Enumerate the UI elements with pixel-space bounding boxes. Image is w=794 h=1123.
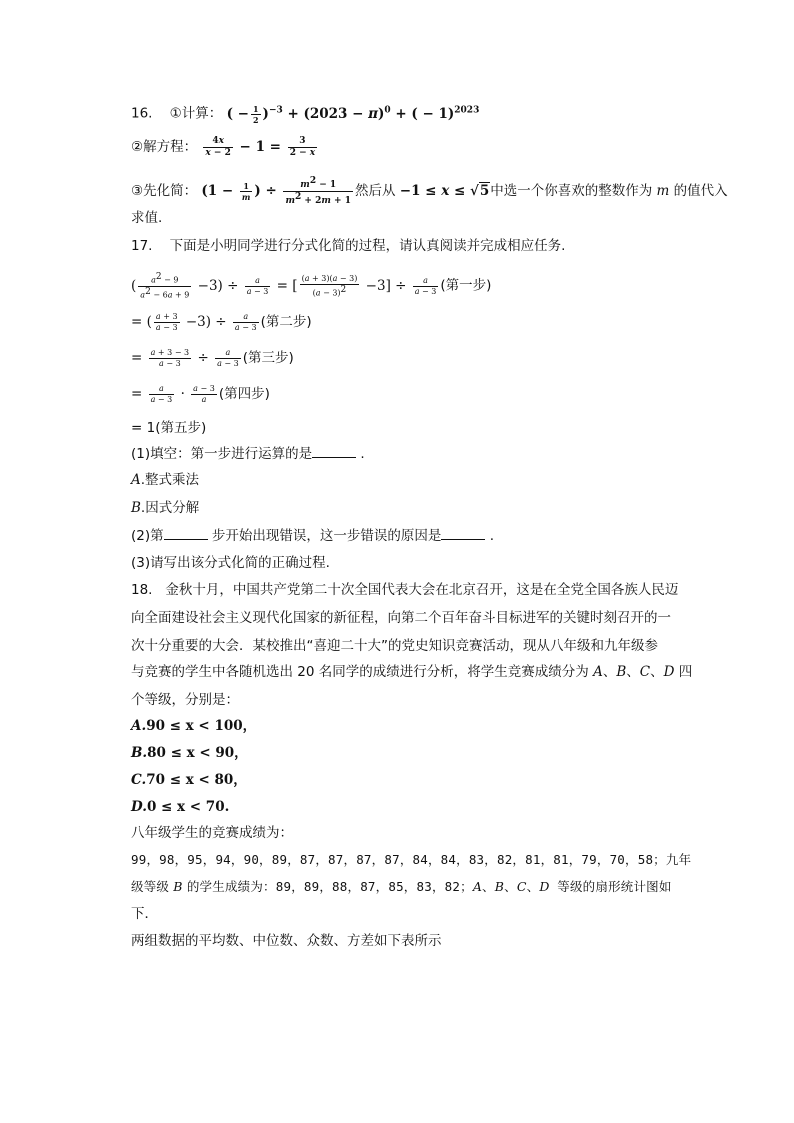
q16-part3-tail2: 的值代入 — [673, 183, 728, 199]
q16-line2 — [131, 136, 319, 159]
q16-part3-tail: 中选一个你喜欢的整数作为 — [490, 183, 653, 199]
q17-task2-blank1[interactable] — [164, 527, 208, 540]
q18-line4: 与竞赛的学生中各随机选出 20 名同学的成绩进行分析，将学生竞赛成绩分为 A、B、C、D 四 — [131, 664, 693, 680]
q17-task2-blank2[interactable] — [441, 527, 485, 540]
q18-line5: 个等级，分别是： — [131, 692, 239, 708]
q18-data-line3: 下． — [131, 906, 158, 922]
q16-part3-expr: (1 − $\frac{1}{m}$ ) ÷ $\frac{m^2 - 1}{m^2 + 2m + 1}$ — [201, 176, 351, 206]
q17-option-b: B.因式分解 — [131, 500, 200, 516]
q16-part2-expr: $\frac{4x}{x - 2}$ − 1 = $\frac{3}{2 - x}$ — [205, 136, 316, 158]
q18-line2: 向全面建设社会主义现代化国家的新征程，向第二个百年奋斗目标进军的关键时刻召开的一 — [131, 610, 671, 626]
q17-step4-label: (第四步) — [218, 386, 270, 402]
q16-part3-label: ③先化简： — [131, 183, 198, 199]
q16-part1-expr: ( − $\frac{1}{2}$ )$^{-3} + (2023 - \pi)^0$ + ( − 1)$^{2023}$ — [226, 103, 480, 125]
q16-var-m: m — [656, 183, 670, 199]
q16-number: 16. — [131, 105, 153, 122]
q17-task1: (1)填空：第一步进行运算的是 . — [131, 446, 365, 462]
q18-grade-b: B.80 ≤ x < 90， — [131, 745, 248, 761]
q18-data-line1: 99，98，95，94，90，89，87，87，87，87，84，84，83，82，81，81，79，70，58；九年 — [131, 852, 692, 867]
q18-line3: 次十分重要的大会．某校推出“喜迎二十大”的党史知识竞赛活动，现从八年级和九年级参 — [131, 638, 658, 654]
q18-grade-d: D.0 ≤ x < 70. — [131, 799, 230, 815]
q16-part3-mid: 然后从 — [354, 183, 396, 199]
q16-line4: 求值. — [131, 210, 163, 226]
q17-line1 — [131, 236, 565, 256]
q17-task2: (2)第 步开始出现错误，这一步错误的原因是 . — [131, 528, 495, 544]
q17-step4: = $\frac{a}{a - 3}$ · $\frac{a - 3}{a}$ (第四步) — [131, 384, 270, 404]
q17-intro: 下面是小明同学进行分式化简的过程，请认真阅读并完成相应任务. — [169, 238, 566, 254]
q17-step2: = ( $\frac{a + 3}{a - 3}$ −3) ÷ $\frac{a}{a - 3}$ (第二步) — [131, 312, 312, 332]
q16-part1-label: ①计算： — [169, 105, 223, 122]
q17-task3: (3)请写出该分式化简的正确过程. — [131, 555, 330, 571]
q17-step3-label: (第三步) — [242, 350, 294, 366]
q18-line1: 18. 金秋十月，中国共产党第二十次全国代表大会在北京召开，这是在全党全国各族人民迈 — [131, 582, 679, 598]
q18-grade-a: A.90 ≤ x < 100， — [131, 718, 257, 734]
q17-step2-label: (第二步) — [260, 314, 312, 330]
q18-data-line2: 级等级 B 的学生成绩为：89，89，88，87，85，83，82；A、B、C、D 等级的扇形统计图如 — [131, 879, 672, 894]
q17-step1-label: (第一步) — [440, 277, 492, 294]
q17-step3: = $\frac{a + 3 - 3}{a - 3}$ ÷ $\frac{a}{a - 3}$ (第三步) — [131, 348, 294, 368]
q16-line3 — [131, 176, 728, 207]
q16-part2-label: ②解方程： — [131, 139, 198, 155]
q18-summary: 两组数据的平均数、中位数、众数、方差如下表所示 — [131, 933, 442, 949]
q17-task1-blank[interactable] — [312, 445, 356, 458]
q18-grade-c: C.70 ≤ x < 80， — [131, 772, 247, 788]
q16-part3-range: −1 ≤ x ≤ √5 — [399, 183, 490, 199]
q18-number: 18. — [131, 582, 153, 598]
q18-grade8-title: 八年级学生的竞赛成绩为： — [131, 825, 293, 841]
q17-step1: ( $\frac{a^2 - 9}{a^2 - 6a + 9}$ −3) ÷ $\frac{a}{a - 3}$ = [ $\frac{(a + 3)(a - 3)}{(a - 3)^2}$ −3] ÷ $\frac{a}{a - 3}$ (第一步) — [131, 272, 492, 300]
q17-option-a: A.整式乘法 — [131, 472, 200, 488]
q16-line1 — [131, 100, 479, 125]
q17-number: 17. — [131, 238, 153, 254]
q17-step5: = 1(第五步) — [131, 420, 207, 436]
